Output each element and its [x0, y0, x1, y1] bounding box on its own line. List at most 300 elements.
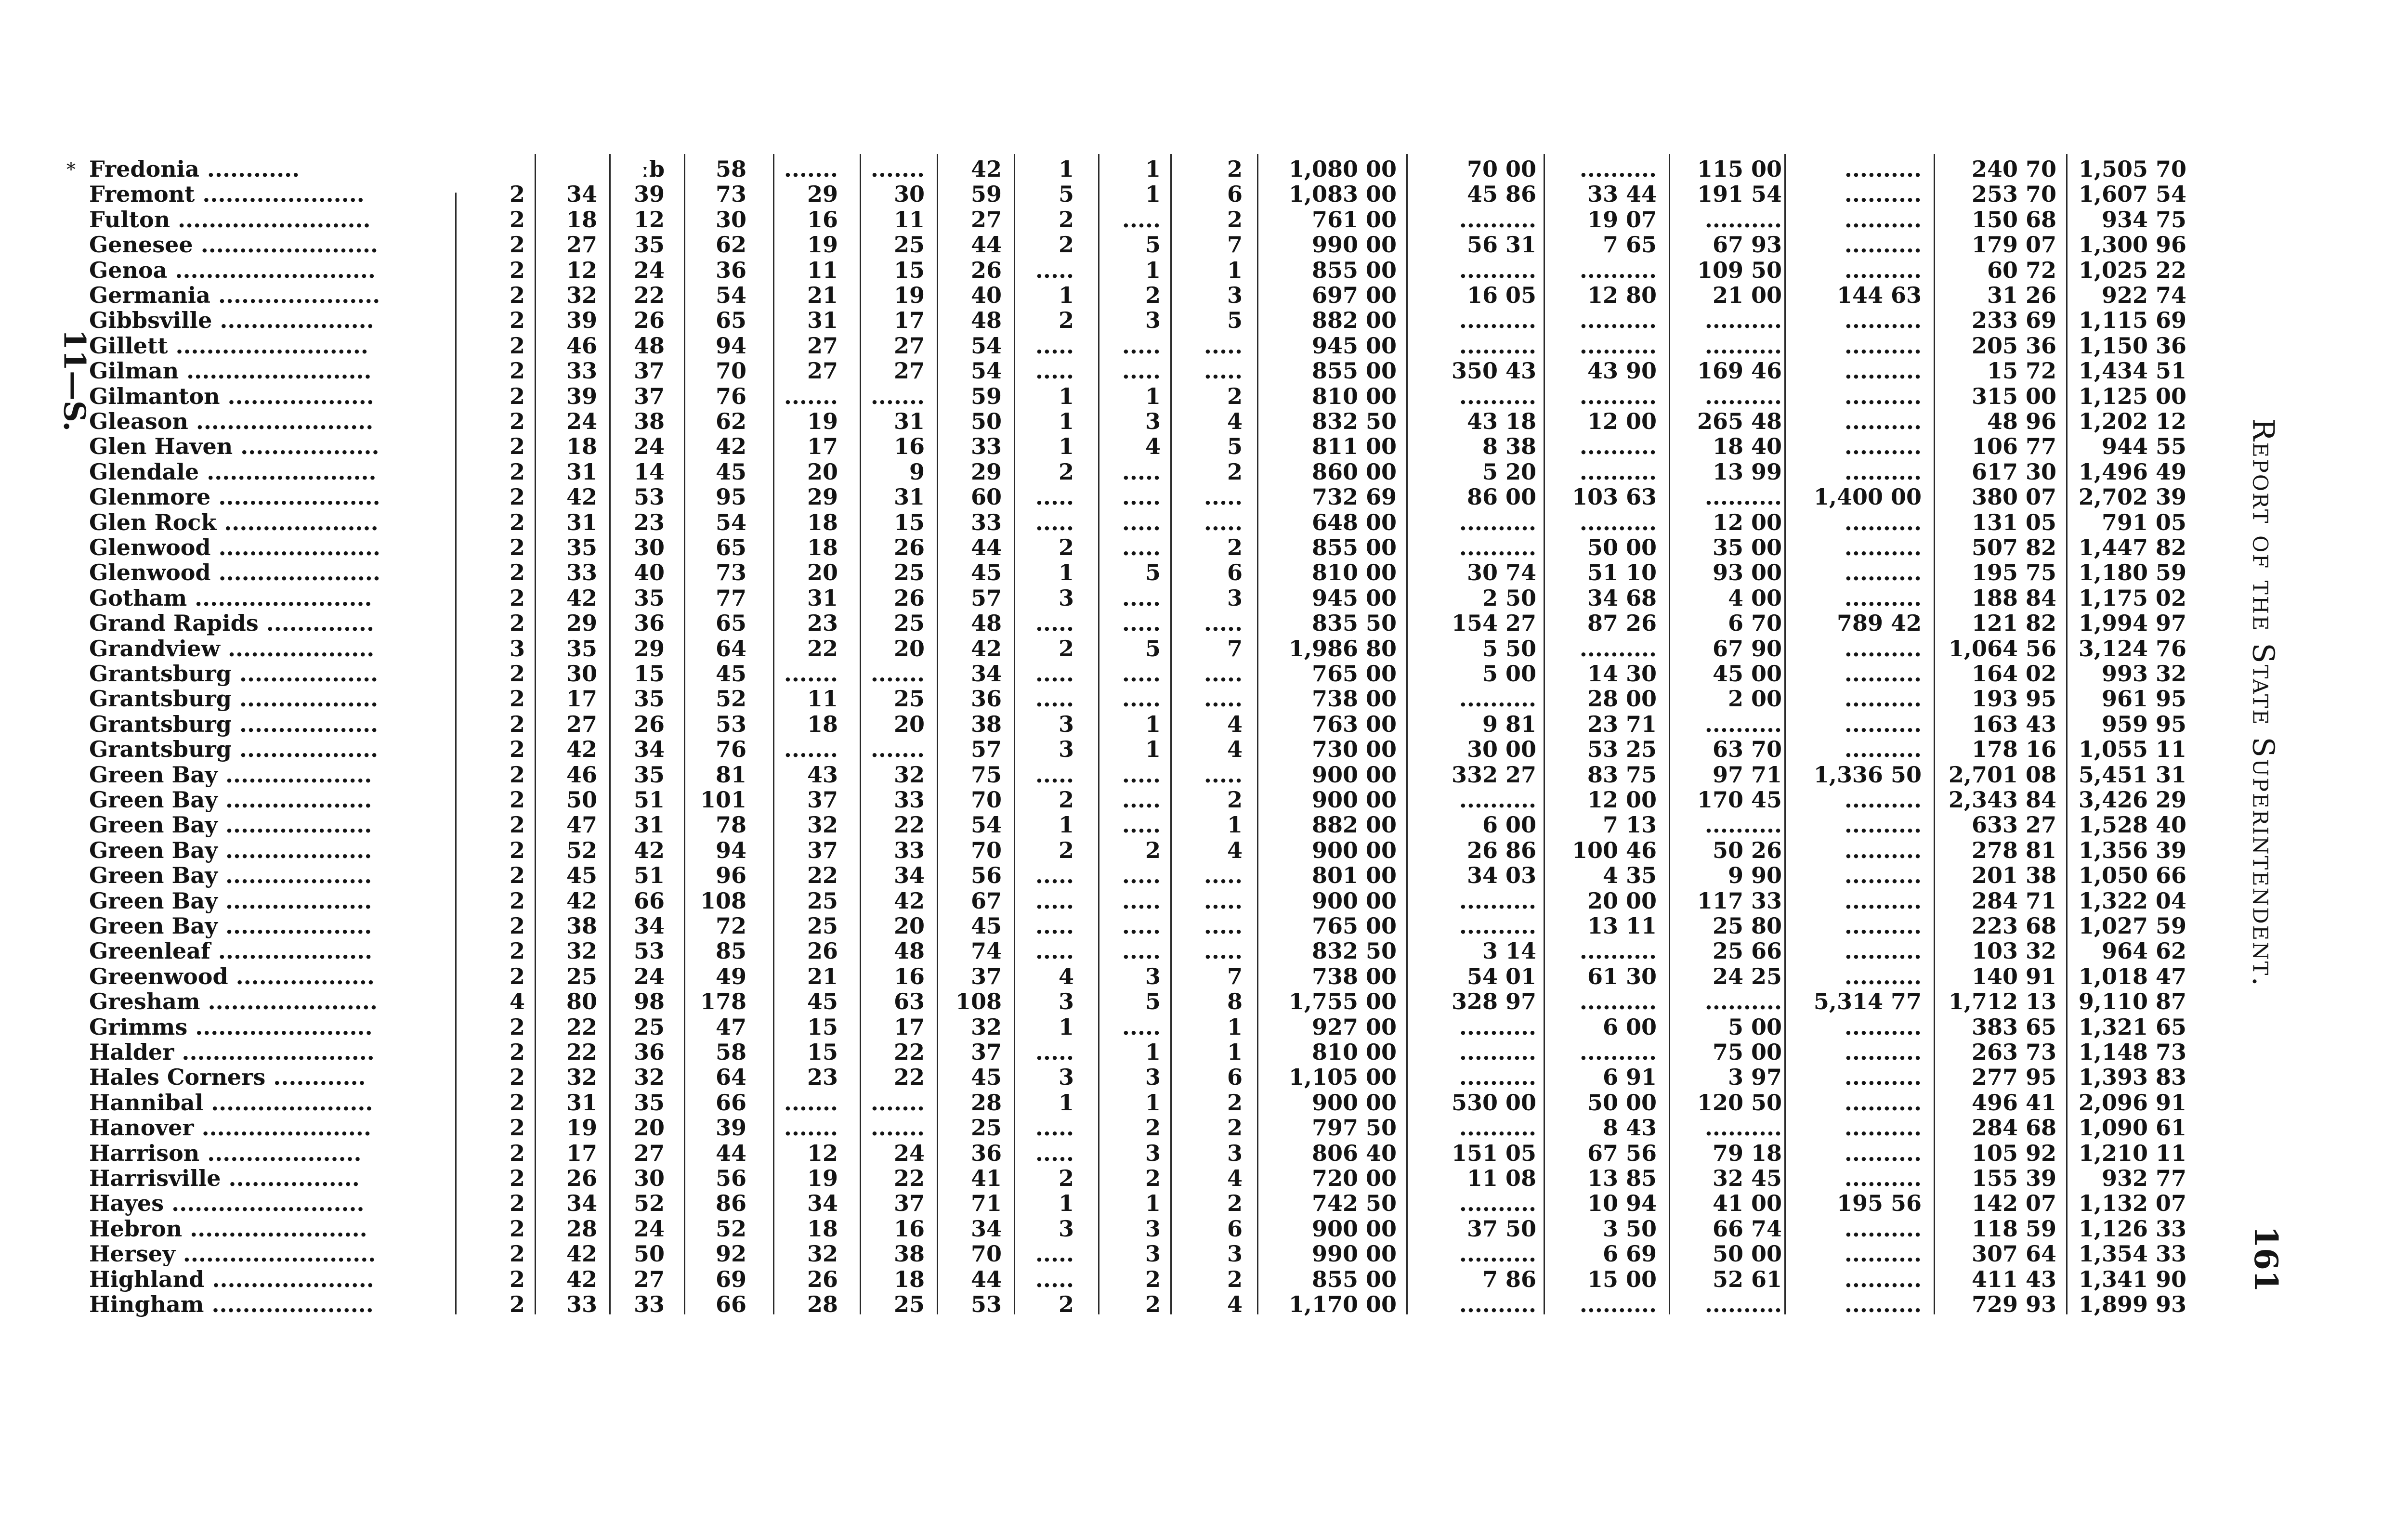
cell-col-13: 7 13: [1602, 812, 1657, 838]
cell-col-10: 2: [1227, 534, 1243, 560]
cell-col-11: 697 00: [1311, 282, 1397, 308]
cell-col-16: 142 07: [1971, 1190, 2056, 1217]
cell-col-1: 4: [509, 988, 525, 1015]
town-name: Grantsburg ..................: [89, 711, 379, 737]
cell-col-11: 1,105 00: [1288, 1064, 1397, 1091]
cell-col-1: 3: [509, 635, 525, 662]
cell-col-15: ..........: [1844, 307, 1922, 334]
cell-col-6: .......: [870, 383, 925, 409]
cell-col-9: 3: [1145, 1241, 1161, 1267]
cell-col-17: 1,447 82: [2078, 534, 2186, 560]
cell-col-16: 233 69: [1971, 307, 2056, 334]
column-rule: [1098, 154, 1099, 1314]
cell-col-8: 1: [1058, 1013, 1074, 1040]
cell-col-13: ..........: [1579, 635, 1657, 662]
cell-col-3: 36: [633, 610, 665, 637]
cell-col-7: 41: [970, 1165, 1002, 1191]
cell-col-17: 9,110 87: [2078, 988, 2186, 1015]
column-rule: [455, 193, 457, 1314]
cell-col-4: 73: [715, 181, 746, 208]
cell-col-4: 54: [715, 509, 746, 535]
cell-col-13: 53 25: [1587, 736, 1657, 763]
cell-col-10: 7: [1227, 635, 1243, 662]
cell-col-3: 48: [633, 332, 665, 359]
town-name: Grimms .......................: [89, 1014, 373, 1040]
cell-col-14: 109 50: [1697, 257, 1782, 283]
cell-col-14: ..........: [1704, 206, 1782, 233]
cell-col-5: 18: [807, 534, 838, 560]
cell-col-15: ..........: [1844, 181, 1922, 208]
town-name: Gibbsville ....................: [89, 308, 374, 334]
cell-col-9: 1: [1145, 1039, 1161, 1065]
cell-col-2: 19: [566, 1115, 597, 1141]
column-rule: [684, 154, 685, 1314]
cell-col-8: 1: [1058, 559, 1074, 586]
cell-col-9: .....: [1122, 862, 1161, 889]
cell-col-10: 3: [1227, 1241, 1243, 1267]
cell-col-2: 18: [566, 206, 597, 233]
cell-col-3: 25: [633, 1013, 665, 1040]
cell-col-17: 1,322 04: [2078, 887, 2186, 914]
cell-col-15: ..........: [1844, 1215, 1922, 1242]
cell-col-15: 1,400 00: [1813, 484, 1922, 510]
cell-col-4: 96: [715, 862, 746, 889]
cell-col-1: 2: [509, 1241, 525, 1267]
cell-col-10: 3: [1227, 1140, 1243, 1166]
cell-col-3: 24: [633, 433, 665, 460]
cell-col-7: 48: [970, 307, 1002, 334]
cell-col-10: 2: [1227, 787, 1243, 813]
cell-col-17: 944 55: [2101, 433, 2186, 460]
cell-col-1: 2: [509, 711, 525, 737]
cell-col-7: 34: [970, 1215, 1002, 1242]
cell-col-5: 15: [807, 1039, 838, 1065]
cell-col-16: 106 77: [1971, 433, 2056, 460]
cell-col-17: 1,115 69: [2078, 307, 2186, 334]
cell-col-4: 73: [715, 559, 746, 586]
cell-col-6: .......: [870, 1089, 925, 1116]
cell-col-13: 20 00: [1587, 887, 1657, 914]
cell-col-6: 33: [893, 837, 925, 863]
cell-col-5: 27: [807, 332, 838, 359]
cell-col-6: 15: [893, 257, 925, 283]
cell-col-15: ..........: [1844, 1039, 1922, 1065]
cell-col-2: 46: [566, 332, 597, 359]
cell-col-10: 4: [1227, 837, 1243, 863]
cell-col-10: 1: [1227, 1013, 1243, 1040]
cell-col-2: 38: [566, 913, 597, 939]
town-name: Gotham .......................: [89, 585, 372, 611]
cell-col-7: 37: [970, 963, 1002, 989]
cell-col-11: 720 00: [1311, 1165, 1397, 1191]
cell-col-6: 25: [893, 232, 925, 258]
asterisk-marker: *: [66, 159, 76, 180]
cell-col-12: ..........: [1459, 1115, 1536, 1141]
cell-col-16: 1,064 56: [1948, 635, 2056, 662]
cell-col-4: 45: [715, 661, 746, 687]
cell-col-9: .....: [1122, 812, 1161, 838]
cell-col-12: 2 50: [1482, 585, 1536, 611]
cell-col-15: ..........: [1844, 913, 1922, 939]
cell-col-7: 25: [970, 1115, 1002, 1141]
cell-col-1: 2: [509, 206, 525, 233]
cell-col-13: ..........: [1579, 383, 1657, 409]
cell-col-11: 855 00: [1311, 257, 1397, 283]
cell-col-17: 1,899 93: [2078, 1291, 2186, 1317]
cell-col-2: 32: [566, 1064, 597, 1091]
cell-col-14: 191 54: [1697, 181, 1782, 208]
cell-col-15: ..........: [1844, 862, 1922, 889]
cell-col-5: 29: [807, 181, 838, 208]
town-name: Grantsburg ..................: [89, 686, 379, 712]
cell-col-1: 2: [509, 913, 525, 939]
cell-col-10: .....: [1204, 938, 1243, 964]
cell-col-1: 2: [509, 433, 525, 460]
cell-col-17: 2,096 91: [2078, 1089, 2186, 1116]
cell-col-10: .....: [1204, 887, 1243, 914]
cell-col-11: 900 00: [1311, 887, 1397, 914]
cell-col-13: ..........: [1579, 433, 1657, 460]
cell-col-3: 51: [633, 862, 665, 889]
town-name: Harrison ....................: [89, 1140, 362, 1166]
cell-col-6: 25: [893, 559, 925, 586]
cell-col-11: 855 00: [1311, 1266, 1397, 1292]
cell-col-10: 3: [1227, 585, 1243, 611]
cell-col-7: 37: [970, 1039, 1002, 1065]
cell-col-3: 53: [633, 938, 665, 964]
cell-col-14: 12 00: [1712, 509, 1782, 535]
cell-col-4: 76: [715, 736, 746, 763]
cell-col-7: 36: [970, 686, 1002, 712]
cell-col-4: 69: [715, 1266, 746, 1292]
cell-col-14: 170 45: [1697, 787, 1782, 813]
cell-col-15: ..........: [1844, 206, 1922, 233]
cell-col-13: 43 90: [1587, 358, 1657, 384]
cell-col-1: 2: [509, 1039, 525, 1065]
town-name: Fulton .........................: [89, 207, 371, 233]
cell-col-3: 32: [633, 1064, 665, 1091]
cell-col-7: 45: [970, 559, 1002, 586]
cell-col-1: 2: [509, 559, 525, 586]
cell-col-7: 48: [970, 610, 1002, 637]
cell-col-11: 855 00: [1311, 534, 1397, 560]
cell-col-10: 7: [1227, 232, 1243, 258]
cell-col-11: 900 00: [1311, 837, 1397, 863]
cell-col-12: 70 00: [1466, 156, 1536, 182]
cell-col-17: 1,055 11: [2078, 736, 2186, 763]
cell-col-15: ..........: [1844, 837, 1922, 863]
cell-col-1: 2: [509, 1064, 525, 1091]
cell-col-5: .......: [784, 661, 838, 687]
cell-col-5: 12: [807, 1140, 838, 1166]
cell-col-2: 47: [566, 812, 597, 838]
cell-col-3: 24: [633, 257, 665, 283]
cell-col-5: 27: [807, 358, 838, 384]
cell-col-14: 97 71: [1712, 761, 1782, 788]
cell-col-1: [486, 156, 525, 182]
cell-col-3: 39: [633, 181, 665, 208]
cell-col-16: 411 43: [1971, 1266, 2056, 1292]
cell-col-1: 2: [509, 812, 525, 838]
cell-col-5: 23: [807, 1064, 838, 1091]
cell-col-12: 34 03: [1466, 862, 1536, 889]
cell-col-12: 26 86: [1466, 837, 1536, 863]
cell-col-8: 5: [1058, 181, 1074, 208]
cell-col-11: 1,083 00: [1288, 181, 1397, 208]
cell-col-5: 45: [807, 988, 838, 1015]
town-name: Green Bay ...................: [89, 913, 372, 939]
cell-col-8: 1: [1058, 1089, 1074, 1116]
cell-col-4: 64: [715, 635, 746, 662]
cell-col-14: ..........: [1704, 332, 1782, 359]
town-name: Glen Rock ....................: [89, 509, 379, 535]
cell-col-4: 56: [715, 1165, 746, 1191]
cell-col-6: 16: [893, 433, 925, 460]
cell-col-12: 5 50: [1482, 635, 1536, 662]
cell-col-9: .....: [1122, 332, 1161, 359]
cell-col-6: 9: [909, 458, 925, 485]
cell-col-10: 6: [1227, 181, 1243, 208]
cell-col-11: 806 40: [1311, 1140, 1397, 1166]
cell-col-9: .....: [1122, 509, 1161, 535]
cell-col-5: 43: [807, 761, 838, 788]
cell-col-3: 66: [633, 887, 665, 914]
cell-col-5: 31: [807, 585, 838, 611]
cell-col-9: 1: [1145, 257, 1161, 283]
cell-col-8: 2: [1058, 1291, 1074, 1317]
cell-col-9: 5: [1145, 635, 1161, 662]
town-name: Gresham ......................: [89, 989, 378, 1015]
cell-col-3: 23: [633, 509, 665, 535]
cell-col-17: 1,148 73: [2078, 1039, 2186, 1065]
cell-col-8: .....: [1035, 1140, 1074, 1166]
cell-col-9: 5: [1145, 559, 1161, 586]
cell-col-16: 48 96: [1987, 408, 2056, 434]
cell-col-17: 1,321 65: [2078, 1013, 2186, 1040]
cell-col-4: 65: [715, 610, 746, 637]
cell-col-13: 87 26: [1587, 610, 1657, 637]
cell-col-16: 103 32: [1971, 938, 2056, 964]
cell-col-9: .....: [1122, 686, 1161, 712]
cell-col-8: 2: [1058, 232, 1074, 258]
cell-col-9: .....: [1122, 585, 1161, 611]
cell-col-7: 42: [970, 635, 1002, 662]
cell-col-17: 932 77: [2101, 1165, 2186, 1191]
cell-col-7: 44: [970, 1266, 1002, 1292]
cell-col-16: 284 71: [1971, 887, 2056, 914]
cell-col-6: 63: [893, 988, 925, 1015]
cell-col-7: 34: [970, 661, 1002, 687]
cell-col-17: 1,180 59: [2078, 559, 2186, 586]
town-name: Genoa ..........................: [89, 257, 376, 283]
cell-col-17: 1,175 02: [2078, 585, 2186, 611]
cell-col-12: ..........: [1459, 686, 1536, 712]
cell-col-17: 1,132 07: [2078, 1190, 2186, 1217]
cell-col-3: 37: [633, 358, 665, 384]
cell-col-12: 151 05: [1451, 1140, 1536, 1166]
cell-col-5: 29: [807, 484, 838, 510]
cell-col-10: 1: [1227, 1039, 1243, 1065]
cell-col-17: 5,451 31: [2078, 761, 2186, 788]
cell-col-6: .......: [870, 156, 925, 182]
cell-col-15: ..........: [1844, 686, 1922, 712]
cell-col-17: 3,124 76: [2078, 635, 2186, 662]
cell-col-8: .....: [1035, 862, 1074, 889]
cell-col-7: 53: [970, 1291, 1002, 1317]
cell-col-2: 22: [566, 1013, 597, 1040]
cell-col-3: ːb: [641, 156, 665, 182]
cell-col-17: 959 95: [2101, 711, 2186, 737]
cell-col-14: 50 26: [1712, 837, 1782, 863]
cell-col-16: 150 68: [1971, 206, 2056, 233]
cell-col-5: 18: [807, 711, 838, 737]
cell-col-13: ..........: [1579, 156, 1657, 182]
cell-col-16: 496 41: [1971, 1089, 2056, 1116]
cell-col-1: 2: [509, 1089, 525, 1116]
cell-col-1: 2: [509, 1215, 525, 1242]
town-name: Glenmore .....................: [89, 484, 380, 510]
cell-col-4: 94: [715, 332, 746, 359]
cell-col-5: 37: [807, 837, 838, 863]
cell-col-14: 24 25: [1712, 963, 1782, 989]
cell-col-9: 1: [1145, 181, 1161, 208]
cell-col-17: 1,354 33: [2078, 1241, 2186, 1267]
cell-col-7: 108: [955, 988, 1002, 1015]
cell-col-7: 67: [970, 887, 1002, 914]
cell-col-13: 7 65: [1602, 232, 1657, 258]
cell-col-13: 3 50: [1602, 1215, 1657, 1242]
cell-col-14: ..........: [1704, 1115, 1782, 1141]
cell-col-17: 1,126 33: [2078, 1215, 2186, 1242]
cell-col-16: 729 93: [1971, 1291, 2056, 1317]
cell-col-8: 3: [1058, 711, 1074, 737]
cell-col-13: 103 63: [1571, 484, 1657, 510]
cell-col-2: 17: [566, 1140, 597, 1166]
cell-col-1: 2: [509, 181, 525, 208]
cell-col-10: 4: [1227, 736, 1243, 763]
cell-col-7: 70: [970, 837, 1002, 863]
cell-col-9: 2: [1145, 1291, 1161, 1317]
cell-col-10: .....: [1204, 913, 1243, 939]
cell-col-14: ..........: [1704, 711, 1782, 737]
cell-col-11: 738 00: [1311, 963, 1397, 989]
cell-col-9: 2: [1145, 1165, 1161, 1191]
cell-col-14: ..........: [1704, 484, 1782, 510]
cell-col-14: 117 33: [1697, 887, 1782, 914]
cell-col-2: 27: [566, 711, 597, 737]
cell-col-3: 34: [633, 913, 665, 939]
cell-col-5: 15: [807, 1013, 838, 1040]
cell-col-14: 265 48: [1697, 408, 1782, 434]
cell-col-3: 38: [633, 408, 665, 434]
cell-col-7: 60: [970, 484, 1002, 510]
cell-col-14: 67 93: [1712, 232, 1782, 258]
cell-col-6: 17: [893, 1013, 925, 1040]
cell-col-10: 4: [1227, 711, 1243, 737]
cell-col-17: 1,202 12: [2078, 408, 2186, 434]
cell-col-7: 70: [970, 787, 1002, 813]
cell-col-10: 4: [1227, 1165, 1243, 1191]
cell-col-17: 1,356 39: [2078, 837, 2186, 863]
column-rule: [1669, 154, 1670, 1314]
cell-col-11: 763 00: [1311, 711, 1397, 737]
cell-col-2: 24: [566, 408, 597, 434]
cell-col-15: ..........: [1844, 232, 1922, 258]
cell-col-6: 17: [893, 307, 925, 334]
cell-col-4: 54: [715, 282, 746, 308]
cell-col-12: 30 74: [1466, 559, 1536, 586]
cell-col-6: 20: [893, 913, 925, 939]
cell-col-16: 263 73: [1971, 1039, 2056, 1065]
cell-col-15: ..........: [1844, 408, 1922, 434]
column-rule: [1784, 154, 1786, 1314]
cell-col-7: 56: [970, 862, 1002, 889]
cell-col-5: 16: [807, 206, 838, 233]
cell-col-16: 178 16: [1971, 736, 2056, 763]
cell-col-1: 2: [509, 1291, 525, 1317]
cell-col-4: 95: [715, 484, 746, 510]
cell-col-16: 315 00: [1971, 383, 2056, 409]
cell-col-16: 131 05: [1971, 509, 2056, 535]
cell-col-2: 42: [566, 484, 597, 510]
cell-col-9: 3: [1145, 408, 1161, 434]
cell-col-12: 86 00: [1466, 484, 1536, 510]
cell-col-3: 35: [633, 761, 665, 788]
cell-col-4: 62: [715, 232, 746, 258]
cell-col-1: 2: [509, 332, 525, 359]
cell-col-16: 60 72: [1987, 257, 2056, 283]
cell-col-8: .....: [1035, 509, 1074, 535]
cell-col-9: .....: [1122, 358, 1161, 384]
column-rule: [1934, 154, 1935, 1314]
cell-col-17: 1,528 40: [2078, 812, 2186, 838]
cell-col-2: 52: [566, 837, 597, 863]
cell-col-1: 2: [509, 257, 525, 283]
cell-col-8: .....: [1035, 1115, 1074, 1141]
column-rule: [1014, 154, 1015, 1314]
cell-col-13: 51 10: [1587, 559, 1657, 586]
cell-col-10: 6: [1227, 559, 1243, 586]
cell-col-6: .......: [870, 661, 925, 687]
cell-col-2: 31: [566, 458, 597, 485]
cell-col-8: 2: [1058, 206, 1074, 233]
cell-col-6: 22: [893, 1165, 925, 1191]
cell-col-4: 58: [715, 156, 746, 182]
cell-col-7: 45: [970, 913, 1002, 939]
cell-col-10: 3: [1227, 282, 1243, 308]
cell-col-4: 53: [715, 711, 746, 737]
cell-col-1: 2: [509, 661, 525, 687]
cell-col-9: 1: [1145, 383, 1161, 409]
cell-col-12: ..........: [1459, 257, 1536, 283]
cell-col-15: ..........: [1844, 938, 1922, 964]
cell-col-17: 993 32: [2101, 661, 2186, 687]
cell-col-14: 25 66: [1712, 938, 1782, 964]
cell-col-16: 307 64: [1971, 1241, 2056, 1267]
cell-col-9: 5: [1145, 988, 1161, 1015]
cell-col-9: .....: [1122, 1013, 1161, 1040]
cell-col-16: 2,343 84: [1948, 787, 2056, 813]
cell-col-1: 2: [509, 383, 525, 409]
cell-col-15: ..........: [1844, 433, 1922, 460]
cell-col-13: 23 71: [1587, 711, 1657, 737]
cell-col-12: 43 18: [1466, 408, 1536, 434]
cell-col-6: 31: [893, 484, 925, 510]
town-name: Glenwood .....................: [89, 535, 380, 560]
cell-col-13: 61 30: [1587, 963, 1657, 989]
cell-col-9: .....: [1122, 938, 1161, 964]
town-name: Greenwood ..................: [89, 963, 375, 989]
